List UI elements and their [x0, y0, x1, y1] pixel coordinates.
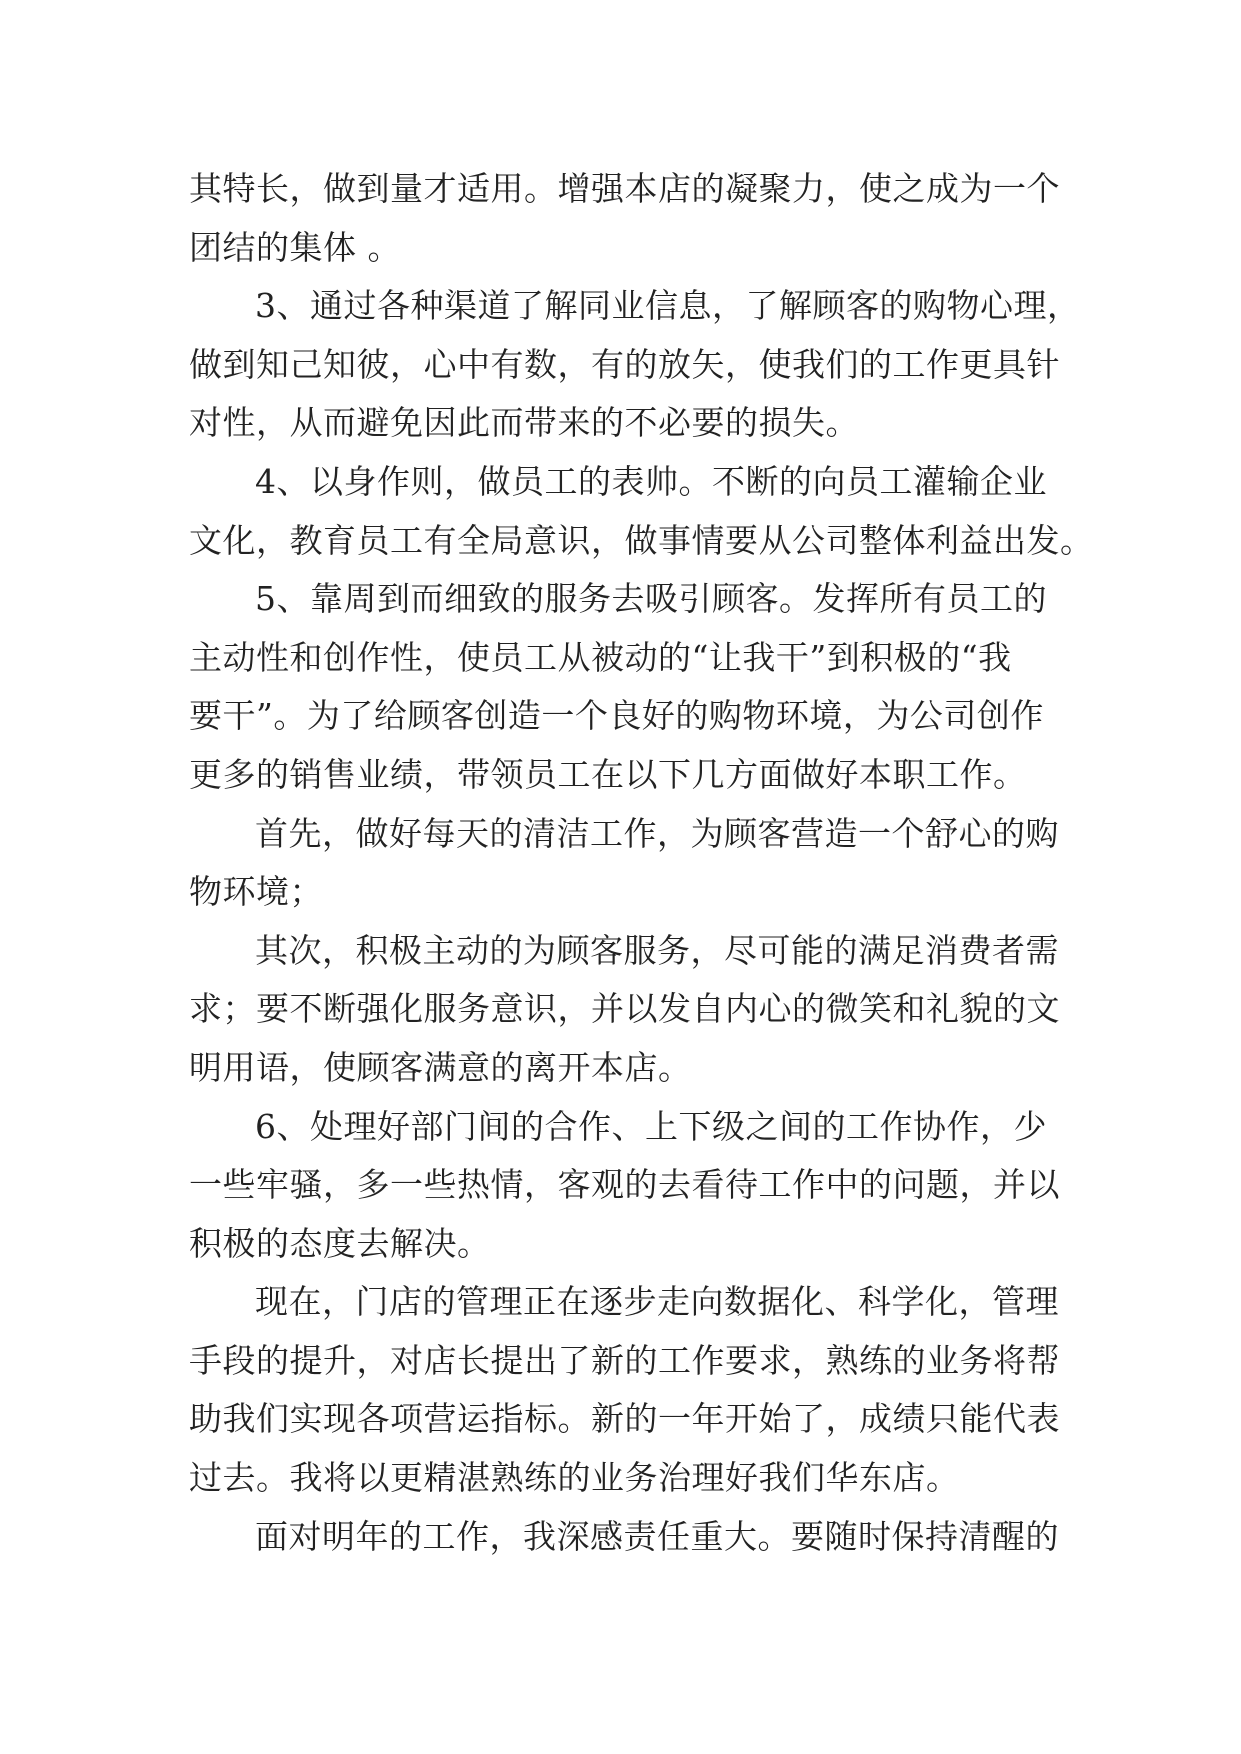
text-line: 其特长，做到量才适用。增强本店的凝聚力，使之成为一个 — [189, 169, 1060, 208]
text-line: 文化，教育员工有全局意识，做事情要从公司整体利益出发。 — [189, 520, 1094, 560]
paragraph-start-line: 首先，做好每天的清洁工作，为顾客营造一个舒心的购 — [255, 813, 1059, 853]
text-line: 做到知己知彼，心中有数，有的放矢，使我们的工作更具针 — [189, 344, 1060, 384]
text-line: 手段的提升，对店长提出了新的工作要求，熟练的业务将帮 — [189, 1340, 1060, 1380]
paragraph-start-line: 6、处理好部门间的合作、上下级之间的工作协作，少 — [255, 1106, 1047, 1146]
document-body — [189, 160, 1094, 1566]
paragraph-start-line: 现在，门店的管理正在逐步走向数据化、科学化，管理 — [255, 1282, 1059, 1322]
text-line: 明用语，使顾客满意的离开本店。 — [189, 1047, 692, 1087]
paragraph-start-line: 其次，积极主动的为顾客服务，尽可能的满足消费者需 — [255, 930, 1059, 970]
text-line: 对性，从而避免因此而带来的不必要的损失。 — [189, 403, 859, 443]
paragraph-start-line: 4、以身作则，做员工的表帅。不断的向员工灌输企业 — [255, 461, 1047, 501]
text-line: 物环境； — [189, 872, 323, 912]
text-line: 求；要不断强化服务意识，并以发自内心的微笑和礼貌的文 — [189, 989, 1060, 1029]
paragraph-start-line: 面对明年的工作，我深感责任重大。要随时保持清醒的 — [255, 1516, 1059, 1556]
text-line: 更多的销售业绩，带领员工在以下几方面做好本职工作。 — [189, 754, 1027, 794]
text-line: 过去。我将以更精湛熟练的业务治理好我们华东店。 — [189, 1458, 960, 1498]
paragraph-start-line: 5、靠周到而细致的服务去吸引顾客。发挥所有员工的 — [255, 579, 1047, 619]
text-line: 主动性和创作性，使员工从被动的“让我干”到积极的“我 — [189, 637, 1012, 677]
text-line: 积极的态度去解决。 — [189, 1223, 491, 1263]
paragraph-start-line: 3、通过各种渠道了解同业信息，了解顾客的购物心理， — [255, 286, 1081, 326]
text-line: 助我们实现各项营运指标。新的一年开始了，成绩只能代表 — [189, 1399, 1060, 1439]
text-line: 一些牢骚，多一些热情，客观的去看待工作中的问题，并以 — [189, 1165, 1060, 1205]
text-line: 要干”。为了给顾客创造一个良好的购物环境，为公司创作 — [189, 696, 1044, 736]
text-line: 团结的集体 。 — [189, 227, 401, 267]
